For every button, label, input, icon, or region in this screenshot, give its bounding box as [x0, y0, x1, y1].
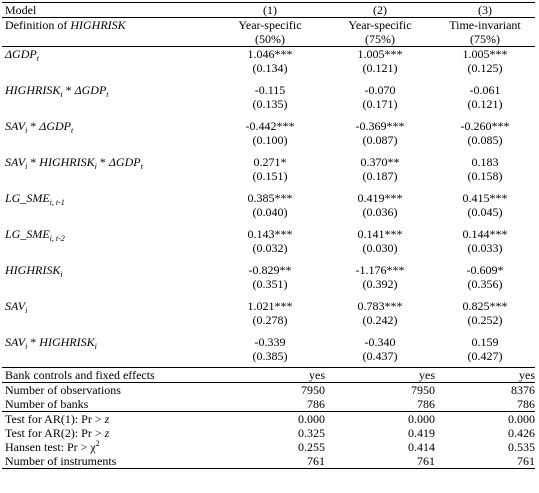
se-cell: (0.032) — [252, 241, 288, 255]
coef-row — [2, 47, 535, 62]
stat-value: yes — [435, 368, 535, 383]
se-cell: (0.121) — [467, 97, 503, 111]
se-cell: (0.085) — [467, 133, 503, 147]
definition-label — [2, 18, 215, 33]
coef-cell: -0.609* — [466, 263, 504, 277]
test-value: 0.535 — [508, 440, 535, 454]
regression-table — [2, 2, 535, 469]
def-col-3: Time-invariant — [435, 18, 535, 33]
def-col-1: Year-specific — [215, 18, 325, 33]
coef-cell: 0.419*** — [357, 191, 403, 205]
coef-cell: 0.159 — [471, 335, 499, 349]
se-row — [2, 133, 535, 147]
var-label-sav-highrisk: $SAV_i$ * $HIGHRISK_i$ — [5, 335, 97, 351]
coef-cell: 1.046*** — [247, 47, 293, 61]
coef-cell: 0.825*** — [462, 299, 508, 313]
se-cell: (0.135) — [252, 97, 288, 111]
coef-cell: 1.005*** — [462, 47, 508, 61]
stat-label: Number of observations — [5, 383, 121, 397]
var-label-lg-sme-t2: $LG\_SME_{i, t-2}$ — [5, 227, 65, 243]
coef-row — [2, 299, 535, 313]
coef-cell: -0.829** — [248, 263, 292, 277]
coef-cell: -0.369*** — [355, 119, 405, 133]
se-cell: (0.385) — [215, 349, 325, 368]
coef-cell: -1.176*** — [355, 263, 405, 277]
test-value: 0.000 — [298, 412, 325, 426]
stat-row-banks — [2, 397, 535, 412]
se-cell: (0.036) — [362, 205, 398, 219]
se-cell: (0.045) — [467, 205, 503, 219]
se-cell: (0.252) — [467, 313, 503, 327]
se-cell: (0.437) — [325, 349, 435, 368]
stat-value: 786 — [325, 397, 435, 412]
def-pct-2: (75%) — [325, 32, 435, 47]
coef-cell: 0.783*** — [357, 299, 403, 313]
coef-cell: 0.144*** — [462, 227, 508, 241]
def-col-2: Year-specific — [325, 18, 435, 33]
se-cell: (0.033) — [467, 241, 503, 255]
coef-row — [2, 119, 535, 133]
se-cell: (0.087) — [362, 133, 398, 147]
se-row — [2, 241, 535, 255]
test-value: 0.325 — [298, 426, 325, 440]
se-row — [2, 61, 535, 75]
definition-var: HIGHRISK — [70, 18, 126, 32]
col-3-header: (3) — [435, 3, 535, 18]
se-row — [2, 349, 535, 368]
test-value: 0.426 — [508, 426, 535, 440]
coef-row — [2, 191, 535, 205]
se-cell: (0.392) — [362, 277, 398, 291]
header-model-row — [2, 3, 535, 18]
test-value: 0.000 — [408, 412, 435, 426]
stat-row-controls — [2, 368, 535, 383]
test-label-instruments: Number of instruments — [2, 454, 215, 469]
test-label-hansen: Hansen test: $Pr > \chi^2$ — [5, 439, 100, 454]
stat-value: 786 — [215, 397, 325, 412]
var-label-sav: $SAV_i$ — [5, 299, 28, 315]
test-row-instruments — [2, 454, 535, 469]
stat-value: 7950 — [411, 383, 435, 397]
coef-row — [2, 227, 535, 241]
coef-cell: 0.143*** — [247, 227, 293, 241]
coef-cell: -0.340 — [364, 335, 396, 349]
se-cell: (0.278) — [252, 313, 288, 327]
test-row-ar1 — [2, 412, 535, 427]
coef-cell: 1.005*** — [357, 47, 403, 61]
test-value: 0.255 — [298, 440, 325, 454]
header-definition-pct-row — [2, 32, 535, 47]
se-row — [2, 169, 535, 183]
coef-cell: 0.370** — [360, 155, 400, 169]
se-cell: (0.151) — [252, 169, 288, 183]
var-label-dgdp: $\Delta GDP_t$ — [5, 47, 39, 63]
test-value: 0.000 — [508, 412, 535, 426]
test-label-ar1: Test for AR(1): Pr > z — [5, 412, 110, 426]
stat-value: 7950 — [301, 383, 325, 397]
se-cell: (0.242) — [362, 313, 398, 327]
def-pct-3: (75%) — [435, 32, 535, 47]
se-cell: (0.134) — [252, 61, 288, 75]
coef-cell: 0.141*** — [357, 227, 403, 241]
var-label-lg-sme-t1: $LG\_SME_{i, t-1}$ — [5, 191, 65, 207]
se-row — [2, 313, 535, 327]
se-cell: (0.356) — [467, 277, 503, 291]
se-cell: (0.351) — [252, 277, 288, 291]
header-definition-row — [2, 18, 535, 33]
se-cell: (0.171) — [362, 97, 398, 111]
coef-row — [2, 155, 535, 169]
se-row — [2, 277, 535, 291]
stat-value: yes — [325, 368, 435, 383]
coef-cell: 0.385*** — [247, 191, 293, 205]
var-label-highrisk: $HIGHRISK_i$ — [5, 263, 63, 279]
test-value: 761 — [325, 454, 435, 469]
stat-value: yes — [215, 368, 325, 383]
stat-label: Number of banks — [2, 397, 215, 412]
stat-row-observations — [2, 383, 535, 398]
se-row — [2, 97, 535, 111]
var-label-sav-highrisk-dgdp: $SAV_i$ * $HIGHRISK_i * \Delta GDP_t$ — [5, 155, 143, 171]
coef-cell: 0.415*** — [462, 191, 508, 205]
test-row-hansen — [2, 440, 535, 454]
se-cell: (0.030) — [362, 241, 398, 255]
coef-row — [2, 83, 535, 97]
coef-cell: -0.260*** — [460, 119, 510, 133]
coef-cell: -0.115 — [254, 83, 286, 97]
se-cell: (0.040) — [252, 205, 288, 219]
col-2-header: (2) — [325, 3, 435, 18]
test-row-ar2 — [2, 426, 535, 440]
stat-value: 8376 — [511, 383, 535, 397]
se-cell: (0.100) — [252, 133, 288, 147]
var-label-highrisk-dgdp: $HIGHRISK_i * \Delta GDP_t$ — [5, 83, 109, 99]
se-row — [2, 205, 535, 219]
test-value: 0.419 — [408, 426, 435, 440]
test-value: 761 — [435, 454, 535, 469]
se-cell: (0.187) — [362, 169, 398, 183]
se-cell: (0.427) — [435, 349, 535, 368]
test-value: 761 — [215, 454, 325, 469]
coef-cell: 0.271* — [253, 155, 287, 169]
coef-cell: 0.183 — [471, 155, 499, 169]
se-cell: (0.158) — [467, 169, 503, 183]
var-label-sav-dgdp: $SAV_i * \Delta GDP_t$ — [5, 119, 74, 135]
model-label: Model — [2, 3, 215, 18]
se-cell: (0.125) — [467, 61, 503, 75]
coef-cell: -0.442*** — [245, 119, 295, 133]
col-1-header: (1) — [215, 3, 325, 18]
def-pct-1: (50%) — [215, 32, 325, 47]
test-value: 0.414 — [408, 440, 435, 454]
coef-row — [2, 335, 535, 349]
test-label-ar2: Test for AR(2): Pr > z — [5, 426, 110, 440]
se-cell: (0.121) — [362, 61, 398, 75]
definition-prefix: Definition of — [5, 18, 71, 32]
coef-cell: -0.339 — [254, 335, 286, 349]
stat-value: 786 — [435, 397, 535, 412]
coef-cell: -0.070 — [364, 83, 396, 97]
coef-cell: -0.061 — [469, 83, 501, 97]
coef-cell: 1.021*** — [247, 299, 293, 313]
stat-label: Bank controls and fixed effects — [2, 368, 215, 383]
coef-row — [2, 263, 535, 277]
